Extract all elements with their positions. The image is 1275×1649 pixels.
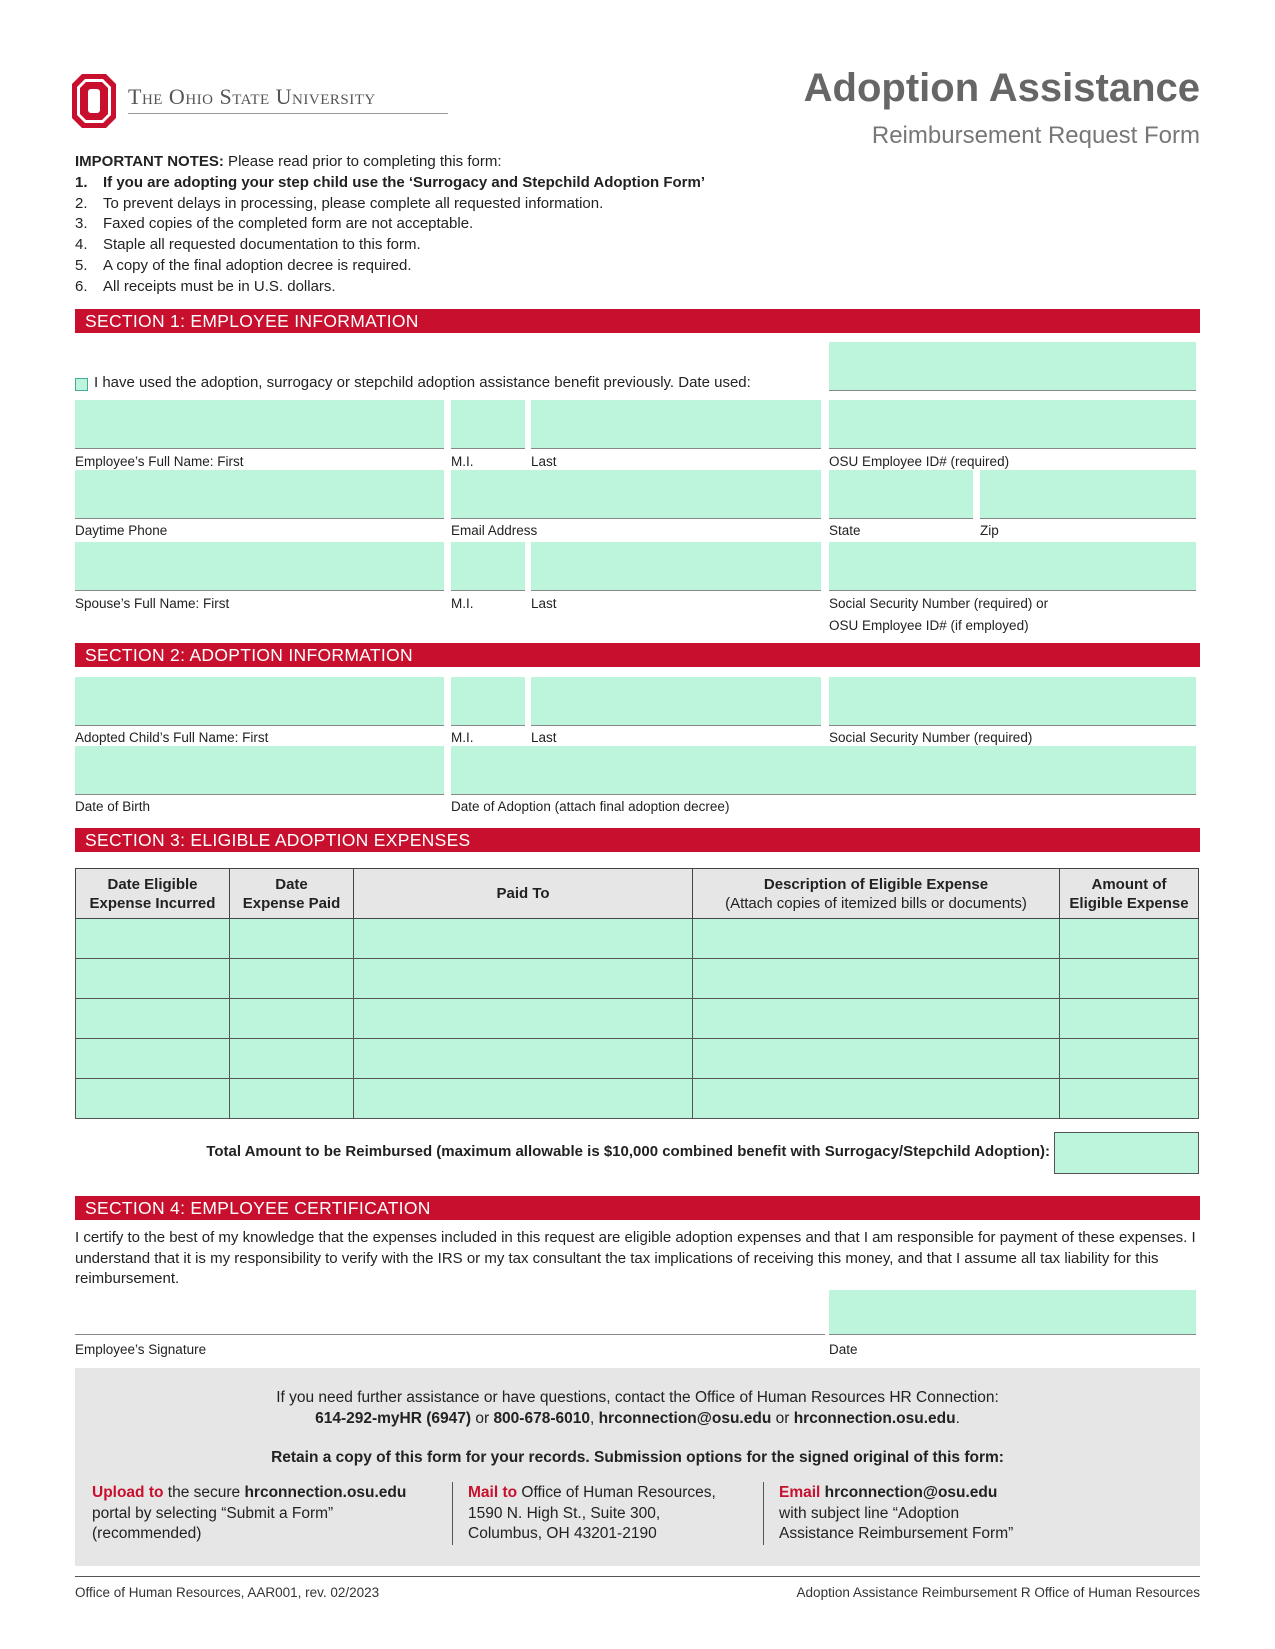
state-field[interactable] [829, 470, 973, 519]
zip-label: Zip [980, 523, 999, 538]
expense-cell[interactable] [1060, 919, 1199, 959]
spouse-mi-label: M.I. [451, 596, 474, 611]
expense-cell[interactable] [76, 1039, 230, 1079]
previous-benefit-checkbox[interactable] [75, 378, 88, 391]
col-paid-to: Paid To [354, 869, 693, 919]
previous-benefit-date-field[interactable] [829, 342, 1196, 391]
note-item: 4. Staple all requested documentation to this form. [75, 236, 421, 254]
child-ssn-field[interactable] [829, 677, 1196, 726]
notes-intro: Please read prior to completing this form: [223, 153, 502, 170]
section2-header: SECTION 2: ADOPTION INFORMATION [75, 643, 1200, 667]
spouse-first-name-label: Spouse’s Full Name: First [75, 596, 230, 611]
expense-cell[interactable] [230, 999, 354, 1039]
total-reimbursed-field[interactable] [1054, 1132, 1199, 1174]
spouse-last-name-label: Last [531, 596, 557, 611]
daytime-phone-field[interactable] [75, 470, 444, 519]
daytime-phone-label: Daytime Phone [75, 523, 168, 538]
email-address-field[interactable] [451, 470, 821, 519]
employee-last-name-field[interactable] [531, 400, 821, 449]
form-title: Adoption Assistance [803, 66, 1200, 110]
section3-header: SECTION 3: ELIGIBLE ADOPTION EXPENSES [75, 828, 1200, 852]
date-label: Date [829, 1342, 858, 1357]
expense-cell[interactable] [693, 919, 1060, 959]
contact-email-link[interactable]: hrconnection@osu.edu [598, 1410, 772, 1427]
state-label: State [829, 523, 861, 538]
certification-text: I certify to the best of my knowledge that the expenses included in this request are eligible adoption expenses and that I am responsible for payment of these expenses. I understand that it is my responsibility to verify with the IRS or my tax consultant the tax implications of receiving this money, and that I assume all tax liability for this reimbursement. [75, 1229, 1196, 1287]
child-first-name-label: Adopted Child’s Full Name: First [75, 730, 269, 745]
footer-right: Adoption Assistance Reimbursement R Office of Human Resources [796, 1585, 1200, 1600]
table-row [76, 999, 1199, 1039]
phone-toll-free[interactable]: 800-678-6010 [493, 1410, 590, 1427]
col-date-incurred: Date Eligible Expense Incurred [76, 869, 230, 919]
contact-details: 614-292-myHR (6947) or 800-678-6010, hrconnection@osu.edu or hrconnection.osu.edu. [315, 1410, 960, 1427]
university-name: The Ohio State University [128, 84, 376, 109]
expense-cell[interactable] [693, 959, 1060, 999]
table-row [76, 1039, 1199, 1079]
child-mi-field[interactable] [451, 677, 525, 726]
col-amount: Amount of Eligible Expense [1060, 869, 1199, 919]
table-row [76, 1079, 1199, 1119]
note-item: 6. All receipts must be in U.S. dollars. [75, 277, 336, 295]
expense-cell[interactable] [76, 919, 230, 959]
table-row [76, 919, 1199, 959]
expenses-table [75, 868, 1199, 1119]
expense-cell[interactable] [354, 1079, 693, 1119]
signature-line[interactable] [75, 1334, 825, 1335]
expenses-header-row [76, 869, 1199, 919]
expense-cell[interactable] [693, 1039, 1060, 1079]
spouse-mi-field[interactable] [451, 542, 525, 591]
expense-cell[interactable] [354, 1039, 693, 1079]
expense-cell[interactable] [76, 999, 230, 1039]
note-item: 2. To prevent delays in processing, please complete all requested information. [75, 194, 604, 212]
child-ssn-label: Social Security Number (required) [829, 730, 1033, 745]
form-subtitle: Reimbursement Request Form [871, 122, 1200, 149]
mail-option: Mail to Office of Human Resources, 1590 N. High St., Suite 300, Columbus, OH 43201-2190 [468, 1484, 716, 1542]
expense-cell[interactable] [354, 919, 693, 959]
employee-mi-field[interactable] [451, 400, 525, 449]
footer-left: Office of Human Resources, AAR001, rev. 02/2023 [75, 1585, 380, 1600]
spouse-ssn-label: Social Security Number (required) or [829, 596, 1049, 611]
divider [452, 1482, 453, 1545]
retain-copy-note: Retain a copy of this form for your records. Submission options for the signed original of this form: [271, 1449, 1004, 1466]
col-date-paid: Date Expense Paid [230, 869, 354, 919]
date-of-adoption-field[interactable] [451, 746, 1196, 795]
child-first-name-field[interactable] [75, 677, 444, 726]
note-item: 5. A copy of the final adoption decree is required. [75, 256, 412, 274]
note-item: 3. Faxed copies of the completed form are not acceptable. [75, 215, 474, 233]
child-last-name-field[interactable] [531, 677, 821, 726]
employee-id-label: OSU Employee ID# (required) [829, 454, 1010, 469]
col-description: Description of Eligible Expense (Attach copies of itemized bills or documents) [693, 869, 1060, 919]
total-reimbursed-label: Total Amount to be Reimbursed (maximum allowable is $10,000 combined benefit with Surrogacy/Stepchild Adoption): [206, 1143, 1050, 1160]
expense-cell[interactable] [76, 1079, 230, 1119]
osu-block-o-logo [72, 74, 116, 128]
spouse-ssn-field[interactable] [829, 542, 1196, 591]
email-option: Email hrconnection@osu.edu with subject line “Adoption Assistance Reimbursement Form” [779, 1484, 1014, 1542]
notes-heading: IMPORTANT NOTES: [75, 153, 224, 170]
contact-site-link[interactable]: hrconnection.osu.edu [793, 1410, 956, 1427]
spouse-id-label: OSU Employee ID# (if employed) [829, 618, 1029, 633]
table-row [76, 959, 1199, 999]
email-option-link[interactable]: hrconnection@osu.edu [820, 1484, 998, 1501]
date-of-birth-field[interactable] [75, 746, 444, 795]
employee-mi-label: M.I. [451, 454, 474, 469]
expense-cell[interactable] [230, 1039, 354, 1079]
phone-myhr[interactable]: 614-292-myHR (6947) [315, 1410, 472, 1427]
date-of-birth-label: Date of Birth [75, 799, 151, 814]
expense-cell[interactable] [230, 959, 354, 999]
upload-option: Upload to the secure hrconnection.osu.edu portal by selecting “Submit a Form” (recommended) [92, 1484, 407, 1542]
expense-cell[interactable] [354, 959, 693, 999]
child-last-name-label: Last [531, 730, 557, 745]
signature-label: Employee’s Signature [75, 1342, 207, 1357]
expense-cell[interactable] [1060, 959, 1199, 999]
expense-cell[interactable] [1060, 1079, 1199, 1119]
section4-header: SECTION 4: EMPLOYEE CERTIFICATION [75, 1196, 1200, 1220]
expense-cell[interactable] [1060, 1039, 1199, 1079]
expense-cell[interactable] [230, 919, 354, 959]
section1-header: SECTION 1: EMPLOYEE INFORMATION [75, 309, 1200, 333]
spouse-last-name-field[interactable] [531, 542, 821, 591]
zip-field[interactable] [980, 470, 1196, 519]
footer-rule [75, 1576, 1200, 1577]
previous-benefit-label: I have used the adoption, surrogacy or stepchild adoption assistance benefit previously. Date used: [94, 374, 751, 391]
expense-cell[interactable] [693, 999, 1060, 1039]
expense-cell[interactable] [354, 999, 693, 1039]
employee-first-name-label: Employee’s Full Name: First [75, 454, 244, 469]
expense-cell[interactable] [693, 1079, 1060, 1119]
expense-cell[interactable] [76, 959, 230, 999]
child-mi-label: M.I. [451, 730, 474, 745]
spouse-first-name-field[interactable] [75, 542, 444, 591]
employee-last-name-label: Last [531, 454, 557, 469]
employee-id-field[interactable] [829, 400, 1196, 449]
signature-date-field[interactable] [829, 1290, 1196, 1335]
expense-cell[interactable] [1060, 999, 1199, 1039]
date-of-adoption-label: Date of Adoption (attach final adoption decree) [451, 799, 730, 814]
upload-portal-link[interactable]: hrconnection.osu.edu [244, 1484, 407, 1501]
divider [763, 1482, 764, 1545]
contact-intro: If you need further assistance or have questions, contact the Office of Human Resources HR Connection: [276, 1389, 999, 1406]
email-address-label: Email Address [451, 523, 538, 538]
expense-cell[interactable] [230, 1079, 354, 1119]
important-notes [75, 152, 705, 298]
note-item: 1. If you are adopting your step child use the ‘Surrogacy and Stepchild Adoption Form’ [75, 173, 705, 191]
university-underline [128, 113, 448, 114]
employee-first-name-field[interactable] [75, 400, 444, 449]
